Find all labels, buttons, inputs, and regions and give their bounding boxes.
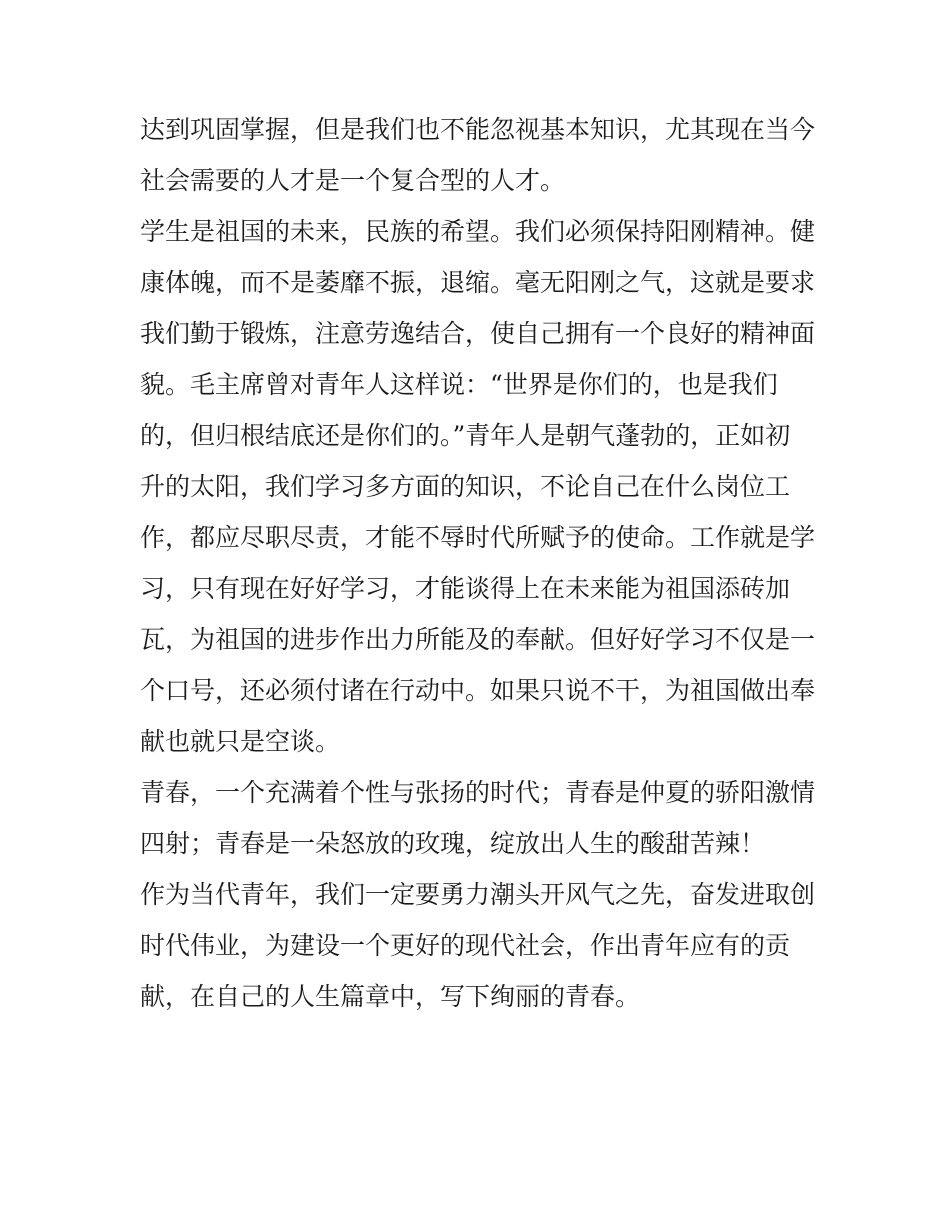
text-line: 献，在自己的人生篇章中，写下绚丽的青春。 [140,982,641,1011]
text-line: 达到巩固掌握，但是我们也不能忽视基本知识，尤其现在当今 [140,115,816,144]
text-line: 康体魄，而不是萎靡不振，退缩。毫无阳刚之气，这就是要求 [140,268,816,297]
text-line: 的，但归根结底还是你们的。”青年人是朝气蓬勃的，正如初 [140,421,791,450]
text-line: 四射；青春是一朵怒放的玫瑰，绽放出人生的酸甜苦辣！ [140,829,766,858]
text-line: 个口号，还必须付诸在行动中。如果只说不干，为祖国做出奉 [140,676,816,705]
text-line: 社会需要的人才是一个复合型的人才。 [140,166,566,195]
text-line: 升的太阳，我们学习多方面的知识，不论自己在什么岗位工 [140,472,791,501]
text-line: 瓦，为祖国的进步作出力所能及的奉献。但好好学习不仅是一 [140,625,816,654]
body-text [140,104,820,1022]
text-line: 我们勤于锻炼，注意劳逸结合，使自己拥有一个良好的精神面 [140,319,816,348]
text-line: 时代伟业，为建设一个更好的现代社会，作出青年应有的贡 [140,931,791,960]
text-line: 青春，一个充满着个性与张扬的时代；青春是仲夏的骄阳激情 [140,778,816,807]
text-line: 献也就只是空谈。 [140,727,341,756]
text-line: 作，都应尽职尽责，才能不辱时代所赋予的使命。工作就是学 [140,523,816,552]
text-line: 学生是祖国的未来，民族的希望。我们必须保持阳刚精神。健 [140,217,816,246]
text-line: 貌。毛主席曾对青年人这样说：“世界是你们的，也是我们 [140,370,778,399]
text-line: 习，只有现在好好学习，才能谈得上在未来能为祖国添砖加 [140,574,791,603]
text-line: 作为当代青年，我们一定要勇力潮头开风气之先，奋发进取创 [140,880,816,909]
